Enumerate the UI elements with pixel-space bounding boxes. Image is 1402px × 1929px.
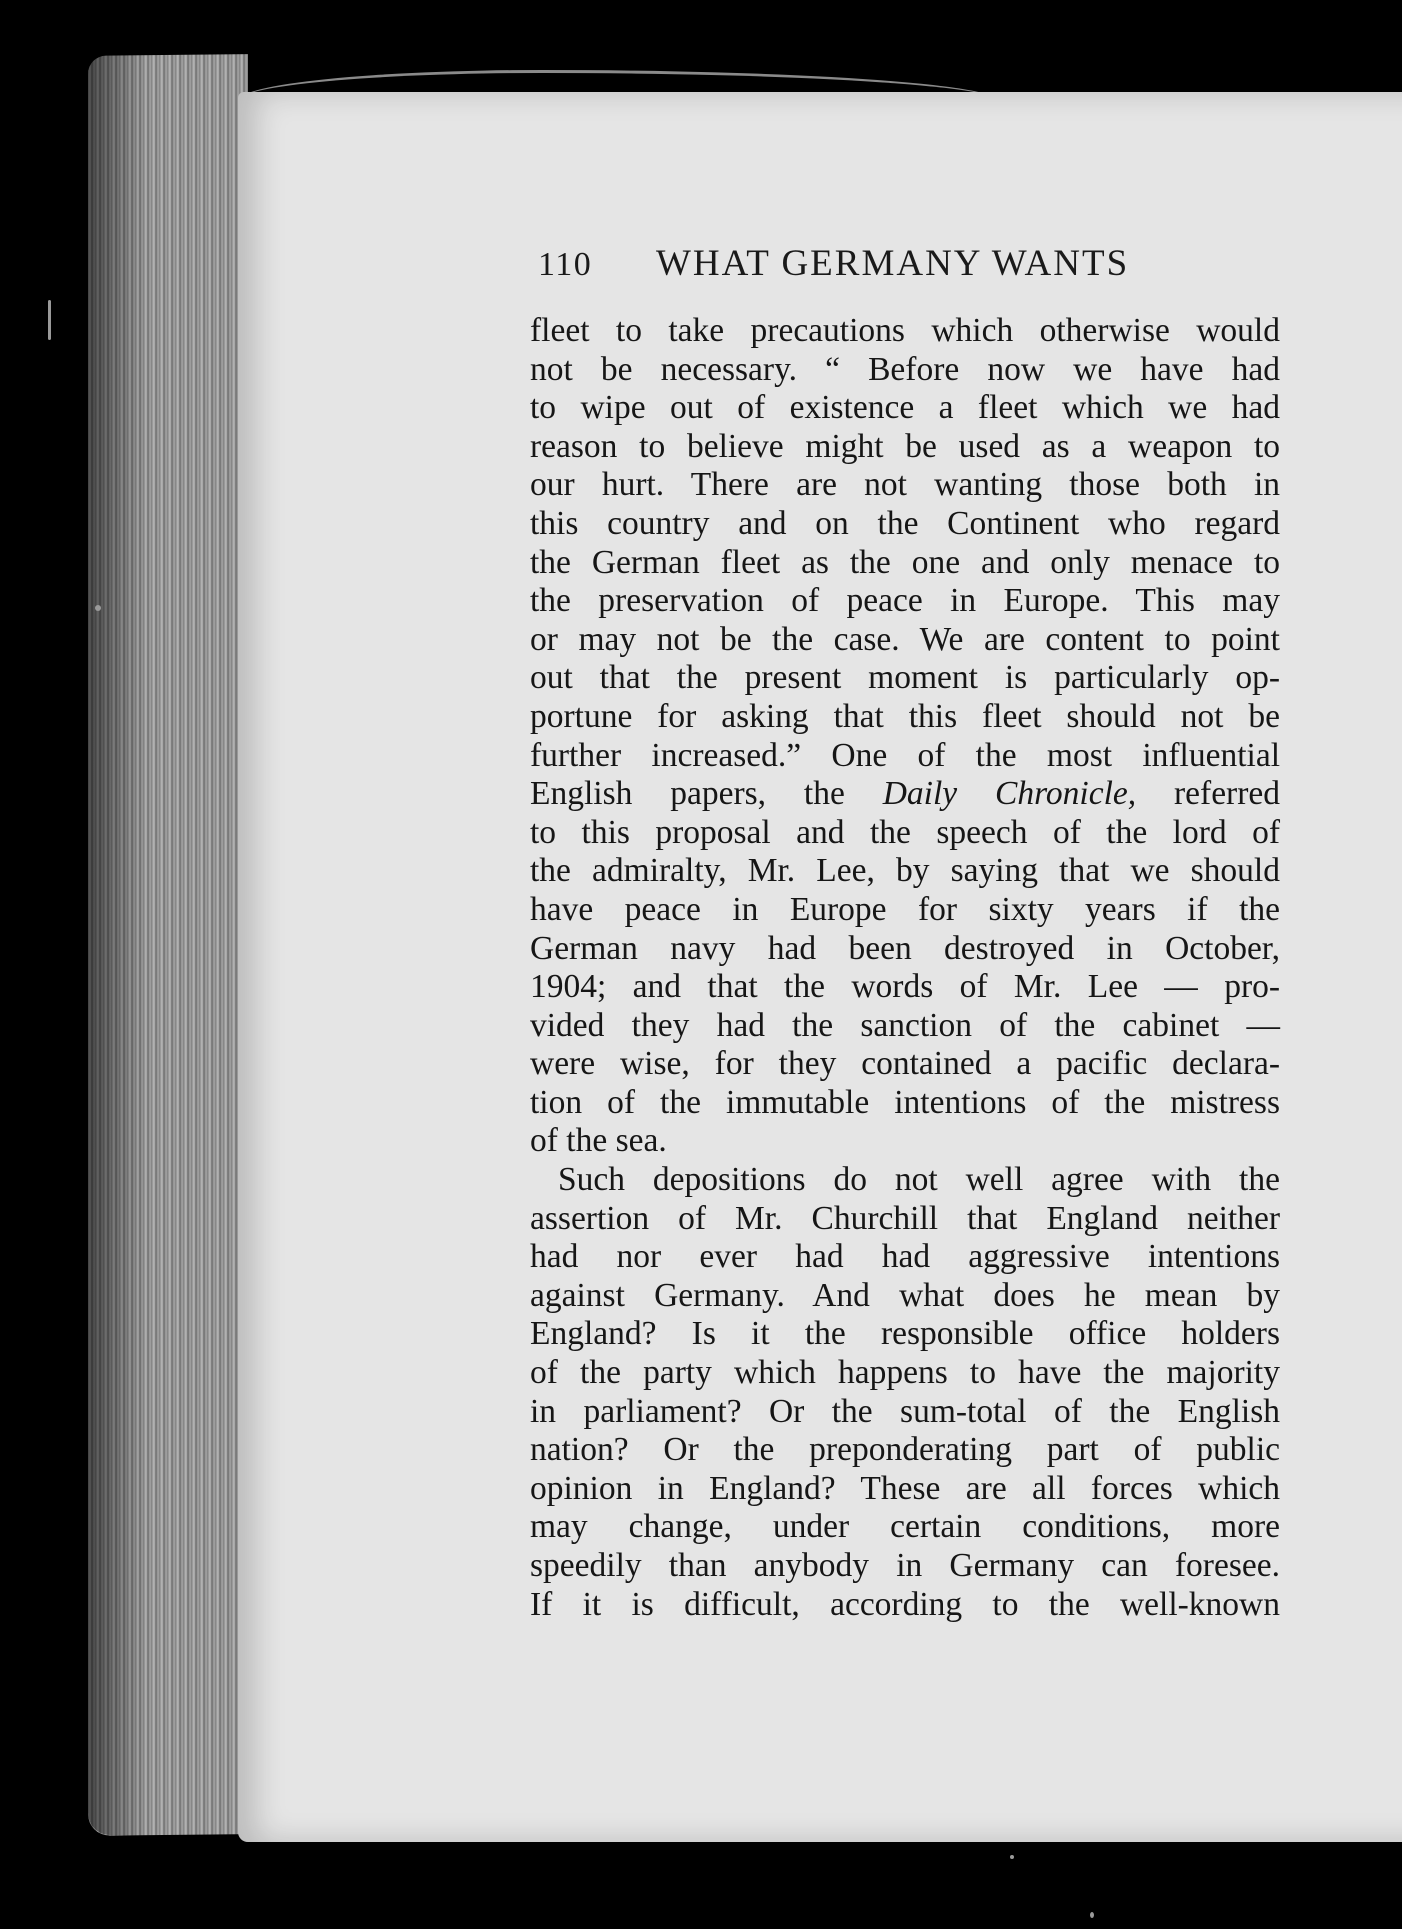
text-line: opinion in England? These are all forces which — [530, 1469, 1280, 1507]
page-number: 110 — [538, 246, 593, 283]
text-line: vided they had the sanction of the cabinet — — [530, 1006, 1280, 1044]
text-line: have peace in Europe for sixty years if the — [530, 890, 1280, 928]
text-line: the admiralty, Mr. Lee, by saying that we should — [530, 852, 1280, 890]
text-line: in parliament? Or the sum-total of the English — [530, 1392, 1280, 1430]
text-line: of the party which happens to have the majority — [530, 1354, 1280, 1392]
page-edges-shadow — [88, 55, 148, 1835]
text-line — [530, 775, 1280, 814]
running-title: WHAT GERMANY WANTS — [656, 243, 1130, 284]
text-run: referred — [1136, 775, 1280, 813]
text-line: 1904; and that the words of Mr. Lee — pro- — [530, 968, 1280, 1006]
text-line: reason to believe might be used as a weapon to — [530, 427, 1280, 465]
text-line: nation? Or the preponderating part of public — [530, 1431, 1280, 1469]
text-run: English papers, the — [530, 775, 883, 813]
film-speck — [48, 300, 51, 340]
text-line: had nor ever had had aggressive intentions — [530, 1238, 1280, 1276]
text-line: Such depositions do not well agree with the — [558, 1161, 1280, 1199]
text-line: German navy had been destroyed in October, — [530, 929, 1280, 967]
text-line: assertion of Mr. Churchill that England neither — [530, 1199, 1280, 1237]
text-line: of the sea. — [530, 1122, 667, 1160]
text-line: to this proposal and the speech of the lord of — [530, 813, 1280, 851]
text-line: against Germany. And what does he mean by — [530, 1276, 1280, 1314]
text-line: England? Is it the responsible office holders — [530, 1315, 1280, 1353]
text-line: the German fleet as the one and only menace to — [530, 543, 1280, 581]
text-line: tion of the immutable intentions of the mistress — [530, 1083, 1280, 1121]
text-line: this country and on the Continent who regard — [530, 504, 1280, 542]
film-speck — [1090, 1912, 1094, 1918]
newspaper-title: Daily Chronicle, — [882, 775, 1137, 813]
text-line: our hurt. There are not wanting those both in — [530, 466, 1280, 504]
text-line: further increased.” One of the most influential — [530, 736, 1280, 774]
text-line: If it is difficult, according to the well-known — [530, 1585, 1280, 1623]
film-speck — [95, 605, 101, 611]
text-line: may change, under certain conditions, more — [530, 1508, 1280, 1546]
body-text — [530, 312, 1280, 1624]
text-line: the preservation of peace in Europe. This may — [530, 582, 1280, 620]
text-line: were wise, for they contained a pacific declara- — [530, 1045, 1280, 1083]
text-line: out that the present moment is particularly op- — [530, 659, 1280, 697]
text-line: portune for asking that this fleet should not be — [530, 697, 1280, 735]
page-header — [538, 242, 1178, 285]
text-line: speedily than anybody in Germany can foresee. — [530, 1547, 1280, 1584]
text-line: or may not be the case. We are content to point — [530, 620, 1280, 658]
text-line: to wipe out of existence a fleet which we had — [530, 389, 1280, 427]
text-line: not be necessary. “ Before now we have had — [530, 350, 1280, 388]
film-speck — [1010, 1855, 1014, 1859]
text-line: fleet to take precautions which otherwise would — [530, 312, 1280, 349]
